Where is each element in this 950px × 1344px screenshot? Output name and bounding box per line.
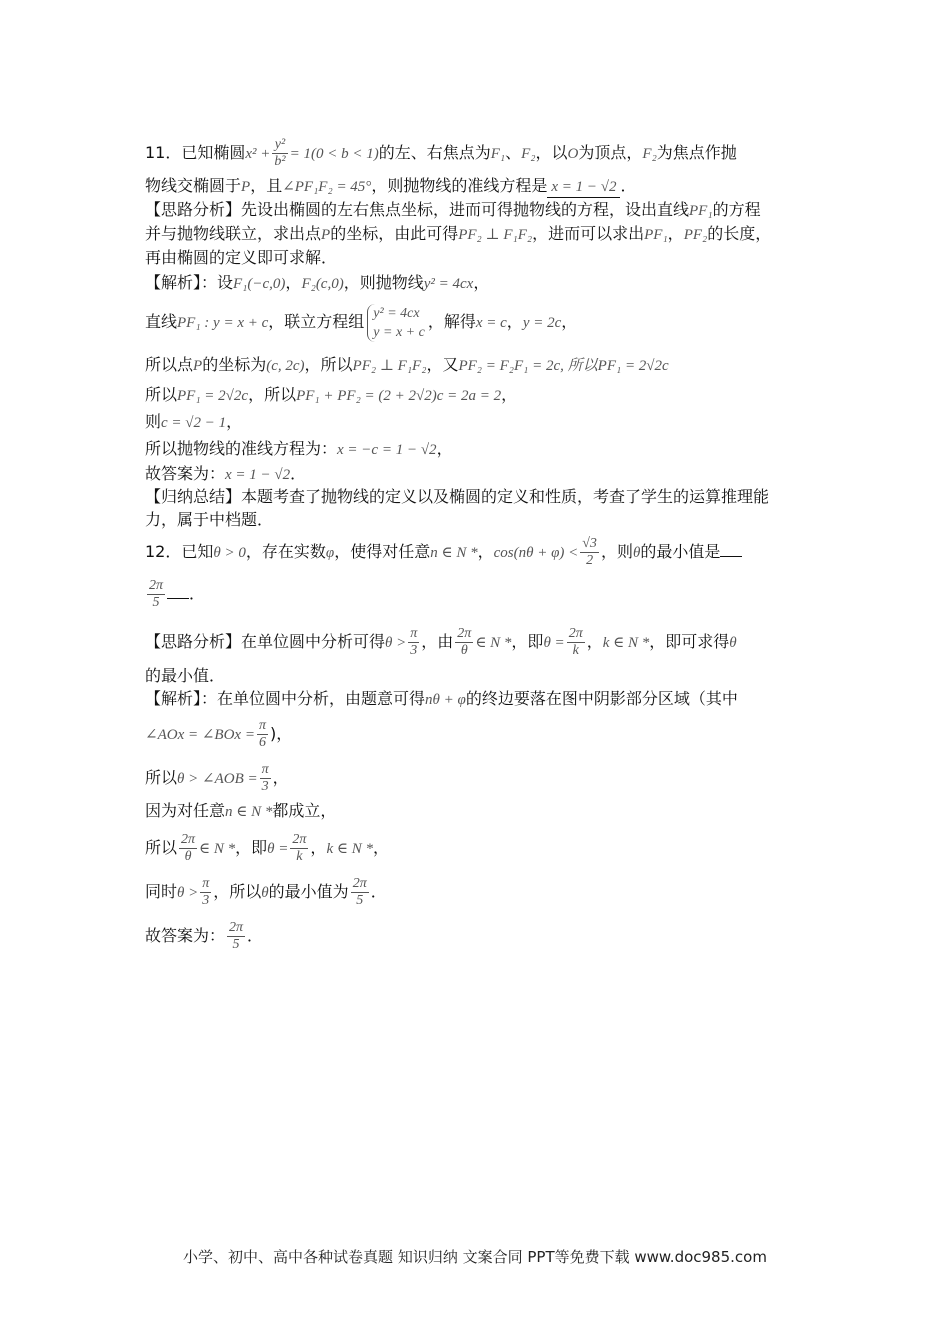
math: PF₁	[644, 227, 668, 243]
text: ．	[370, 882, 387, 901]
text: 并与抛物线联立，求出点	[145, 224, 322, 243]
math: PF₁ + PF₂ = (2 + 2√2)c = 2a = 2	[296, 388, 502, 404]
fraction	[580, 536, 599, 569]
math: ∈ N *	[475, 635, 512, 651]
text: 【解析】：设	[145, 273, 234, 292]
fraction	[260, 762, 271, 795]
math: PF₁ = 2√2c	[177, 388, 249, 404]
text: 为焦点作抛	[656, 143, 737, 162]
q12-line-11	[145, 920, 263, 953]
math: c = √2 − 1	[161, 415, 227, 431]
text: 的坐标为	[202, 355, 267, 374]
text: ，又	[426, 355, 459, 374]
fraction	[290, 832, 308, 865]
denominator: 3	[261, 779, 269, 794]
fraction	[272, 137, 287, 170]
text: 故答案为：	[145, 926, 226, 945]
q12-line-5	[145, 689, 738, 710]
text: ，	[436, 439, 453, 458]
math: F₂	[521, 146, 536, 162]
text: 的坐标，由此可得	[330, 224, 459, 243]
math: PF₂	[683, 227, 708, 243]
q11-line-11	[145, 439, 453, 460]
text: 直线	[145, 312, 178, 331]
math: y = 2c	[522, 315, 562, 331]
fraction	[179, 832, 197, 865]
q11-line-12	[145, 464, 306, 485]
math: ∠PF₁F₂ = 45°	[282, 179, 372, 195]
text: ，则抛物线的准线方程是	[371, 176, 548, 195]
text: 所以	[145, 768, 178, 787]
math: ∠AOx = ∠BOx =	[145, 727, 255, 743]
denominator: θ	[460, 643, 468, 658]
text: 因为对任意	[145, 801, 226, 820]
math: θ >	[385, 635, 407, 651]
numerator: π	[261, 762, 269, 777]
denominator: 5	[356, 893, 364, 908]
text: 的终边要落在图中阴影部分区域（其中	[465, 689, 738, 708]
q11-line-2	[145, 176, 636, 198]
numerator: 2π	[292, 832, 307, 847]
math: x² +	[245, 146, 271, 162]
math: x = c	[475, 315, 507, 331]
text: ，	[506, 312, 523, 331]
math: θ =	[543, 635, 565, 651]
answer-blank-start	[720, 556, 742, 557]
text: ．	[247, 926, 264, 945]
text: 的最小值是	[640, 542, 721, 561]
text: )，	[269, 724, 293, 743]
math: P	[321, 227, 331, 243]
math: F₁(−c,0)	[233, 276, 286, 292]
text: ，且	[250, 176, 283, 195]
denominator: 3	[410, 643, 418, 658]
math: P	[241, 179, 251, 195]
q12-line-3	[145, 626, 737, 659]
denominator: 6	[258, 735, 266, 750]
text: 则	[145, 412, 162, 431]
text: ，则	[600, 542, 633, 561]
text: ，以	[535, 143, 568, 162]
math: F₂(c,0)	[301, 276, 344, 292]
q12-line-10	[145, 876, 387, 909]
text: 的最小值．	[145, 666, 226, 685]
q11-line-8	[145, 355, 669, 376]
q11-line-3	[145, 200, 761, 221]
math: n ∈ N *	[225, 804, 273, 820]
math: F₁	[490, 146, 506, 162]
math: y² = 4cx	[423, 276, 474, 292]
equation: y = x + c	[373, 324, 425, 340]
fraction	[408, 626, 419, 659]
text: 的长度，	[707, 224, 772, 243]
fraction	[351, 876, 369, 909]
math: x = −c = 1 − √2	[337, 442, 437, 458]
fraction	[455, 626, 473, 659]
equation: y² = 4cx	[373, 305, 420, 321]
denominator: 2	[586, 553, 594, 568]
q11-line-13	[145, 487, 769, 507]
numerator: 2π	[181, 832, 196, 847]
math: x = 1 − √2	[225, 467, 291, 483]
math: ∈ N *	[199, 841, 236, 857]
numerator: 2π	[229, 920, 244, 935]
text: 都成立，	[272, 801, 337, 820]
text: 的方程	[712, 200, 761, 219]
math: O	[567, 146, 579, 162]
text: ，	[310, 838, 327, 857]
text: 所以	[145, 385, 178, 404]
text: ．	[290, 464, 307, 483]
q11-line-9	[145, 385, 517, 406]
math: nθ + φ	[425, 692, 466, 708]
text: ，所以	[213, 882, 262, 901]
text: 故答案为：	[145, 464, 226, 483]
q12-line-6	[145, 718, 292, 751]
math: PF₂ ⊥ F₁F₂	[458, 227, 533, 243]
text: ，	[667, 224, 684, 243]
text: 力，属于中档题．	[145, 510, 274, 529]
fraction	[227, 920, 245, 953]
text: ，即	[235, 838, 268, 857]
math: k ∈ N *	[602, 635, 650, 651]
math: φ	[325, 545, 335, 561]
text: 所以抛物线的准线方程为：	[145, 439, 338, 458]
denominator: b²	[274, 154, 286, 169]
text: ，	[586, 632, 603, 651]
text: 【思路分析】先设出椭圆的左右焦点坐标，进而可得抛物线的方程，设出直线	[145, 200, 690, 219]
q12-line-4	[145, 666, 225, 686]
math: θ	[261, 885, 269, 901]
q11-line-5	[145, 248, 337, 268]
text: ，存在实数	[245, 542, 326, 561]
answer-blank	[547, 176, 620, 198]
math: (c, 2c)	[266, 358, 305, 374]
text: 再由椭圆的定义即可求解．	[145, 248, 338, 267]
text: 【归纳总结】本题考查了抛物线的定义以及椭圆的定义和性质，考查了学生的运算推理能	[145, 487, 770, 506]
text: ，	[561, 312, 578, 331]
q11-line-1	[145, 137, 737, 170]
numerator: y²	[272, 137, 287, 154]
numerator: 2π	[149, 578, 164, 593]
text: 的最小值为	[268, 882, 349, 901]
text: 所以点	[145, 355, 194, 374]
q12-line-9	[145, 832, 389, 865]
q12-line-7	[145, 762, 289, 795]
q12-line-2	[145, 578, 205, 611]
math: θ >	[177, 885, 199, 901]
text: 所以	[145, 838, 178, 857]
text: 、	[505, 143, 522, 162]
math: θ > ∠AOB =	[177, 771, 258, 787]
math: θ > 0	[213, 545, 246, 561]
text: 物线交椭圆于	[145, 176, 242, 195]
q11-line-14	[145, 510, 273, 530]
fraction	[257, 718, 268, 751]
text: ，所以	[248, 385, 297, 404]
text: ，解得	[427, 312, 476, 331]
answer-blank-end	[167, 598, 189, 599]
text: ，	[372, 838, 389, 857]
text: ，即	[511, 632, 544, 651]
text: ．	[620, 176, 637, 195]
math: x = 1 − √2	[551, 179, 617, 195]
text: 【思路分析】在单位圆中分析可得	[145, 632, 386, 651]
math: F₂	[642, 146, 657, 162]
numerator: 2π	[457, 626, 472, 641]
text: ，	[272, 768, 289, 787]
text: 的左、右焦点为	[378, 143, 491, 162]
page-footer: 小学、初中、高中各种试卷真题 知识归纳 文案合同 PPT等免费下载 www.doc985.com	[183, 1248, 767, 1266]
text: ．	[189, 584, 206, 603]
equation-system	[367, 304, 425, 342]
math: k ∈ N *	[326, 841, 373, 857]
text: ，由	[421, 632, 454, 651]
math: θ	[729, 635, 737, 651]
numerator: 2π	[568, 626, 583, 641]
q12-line-8	[145, 801, 336, 822]
math: PF₂ ⊥ F₁F₂	[352, 358, 427, 374]
math: P	[193, 358, 203, 374]
math: PF₂ = F₂F₁ = 2c, 所以PF₁ = 2√2c	[458, 358, 669, 374]
text: ，	[473, 273, 490, 292]
question-number-text: 11．已知椭圆	[145, 143, 246, 162]
question-number-text: 12．已知	[145, 542, 214, 561]
math: PF₁	[689, 203, 713, 219]
denominator: k	[572, 643, 579, 658]
q12-line-1	[145, 534, 742, 571]
text: ，进而可以求出	[532, 224, 645, 243]
q11-line-10	[145, 412, 242, 433]
text: 为顶点，	[578, 143, 643, 162]
text: ，则抛物线	[343, 273, 424, 292]
denominator: 5	[232, 937, 240, 952]
text: 【解析】：在单位圆中分析，由题意可得	[145, 689, 426, 708]
numerator: π	[202, 876, 210, 891]
text: ，	[501, 385, 518, 404]
math: n ∈ N *	[430, 545, 478, 561]
math: = 1(0 < b < 1)	[289, 146, 379, 162]
denominator: 3	[202, 893, 210, 908]
text: ，	[285, 273, 302, 292]
fraction	[200, 876, 211, 909]
q11-line-6	[145, 273, 489, 294]
text: ，联立方程组	[268, 312, 365, 331]
denominator: k	[296, 849, 303, 864]
math: cos(nθ + φ) <	[493, 545, 579, 561]
text: ，所以	[304, 355, 353, 374]
q11-line-4	[145, 224, 771, 245]
numerator: π	[258, 718, 266, 733]
text: 同时	[145, 882, 178, 901]
fraction	[567, 626, 585, 659]
text: ，	[226, 412, 243, 431]
denominator: 5	[152, 595, 160, 610]
math: PF₁ : y = x + c	[177, 315, 269, 331]
numerator: π	[410, 626, 418, 641]
numerator: √3	[582, 536, 597, 551]
math: θ =	[267, 841, 289, 857]
text: ，	[477, 542, 494, 561]
numerator: 2π	[352, 876, 367, 891]
text: ，即可求得	[649, 632, 730, 651]
q11-line-7	[145, 303, 577, 342]
math: θ	[632, 545, 641, 561]
denominator: θ	[184, 849, 192, 864]
answer-fraction	[147, 578, 165, 611]
text: ，使得对任意	[334, 542, 431, 561]
